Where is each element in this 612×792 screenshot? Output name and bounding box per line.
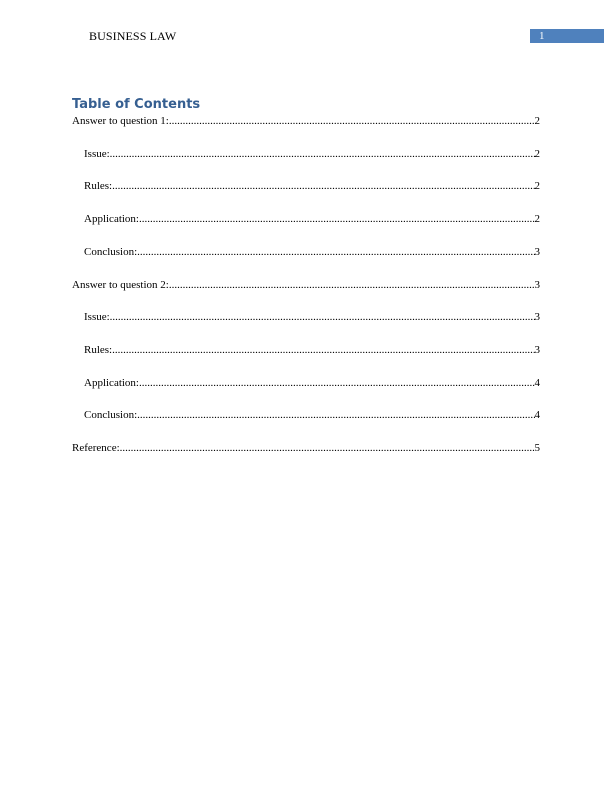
toc-entry-page-number: 2: [534, 213, 540, 226]
toc-entry-page-number: 4: [534, 409, 540, 422]
toc-dot-leader: [110, 147, 535, 161]
toc-entry-label: Answer to question 1:: [72, 115, 169, 127]
toc-entry-page-number: 2: [534, 147, 540, 160]
toc-entry-label: Reference:: [72, 442, 120, 454]
toc-heading: Table of Contents: [72, 97, 201, 112]
toc-dot-leader: [120, 441, 535, 455]
toc-entry-label: Conclusion:: [84, 409, 138, 422]
toc-entry[interactable]: [72, 278, 540, 292]
toc-entry-page-number: 2: [534, 180, 540, 193]
toc-entry[interactable]: [72, 114, 540, 128]
toc-dot-leader: [169, 278, 535, 292]
toc-entry-page-number: 3: [534, 343, 540, 356]
toc-entry-page-number: 4: [534, 376, 540, 389]
toc-dot-leader: [112, 179, 534, 193]
toc-entry-label: Application:: [84, 376, 139, 389]
toc-entry[interactable]: [84, 408, 540, 422]
toc-entry[interactable]: [84, 310, 540, 324]
toc-entry-label: Rules:: [84, 180, 113, 193]
toc-dot-leader: [169, 114, 535, 128]
toc-entry-label: Conclusion:: [84, 245, 138, 258]
toc-entry[interactable]: [84, 245, 540, 259]
toc-entry-page-number: 5: [534, 442, 540, 454]
toc-dot-leader: [139, 212, 535, 226]
toc-entry-page-number: 3: [534, 311, 540, 324]
toc-entry[interactable]: [84, 212, 540, 226]
toc-entry[interactable]: [84, 376, 540, 390]
toc-dot-leader: [137, 245, 534, 259]
toc-entry-label: Rules:: [84, 343, 113, 356]
toc-entry-label: Answer to question 2:: [72, 278, 169, 291]
toc-entry-label: Application:: [84, 213, 139, 226]
toc-dot-leader: [110, 310, 535, 324]
toc-entry[interactable]: [84, 343, 540, 357]
table-of-contents: [72, 96, 540, 454]
toc-dot-leader: [139, 376, 535, 390]
page-number-badge: [530, 29, 604, 43]
toc-entry[interactable]: [72, 441, 540, 455]
toc-entry[interactable]: [84, 147, 540, 161]
toc-entry-label: Issue:: [84, 147, 110, 160]
toc-entry-page-number: 3: [534, 278, 540, 291]
page-number: 1: [539, 30, 545, 42]
running-header-title: BUSINESS LAW: [89, 29, 177, 43]
toc-dot-leader: [112, 343, 534, 357]
toc-entry-page-number: 2: [534, 115, 540, 127]
toc-dot-leader: [137, 408, 534, 422]
toc-entry-page-number: 3: [534, 245, 540, 258]
toc-entry-label: Issue:: [84, 311, 110, 324]
toc-entry[interactable]: [84, 179, 540, 193]
